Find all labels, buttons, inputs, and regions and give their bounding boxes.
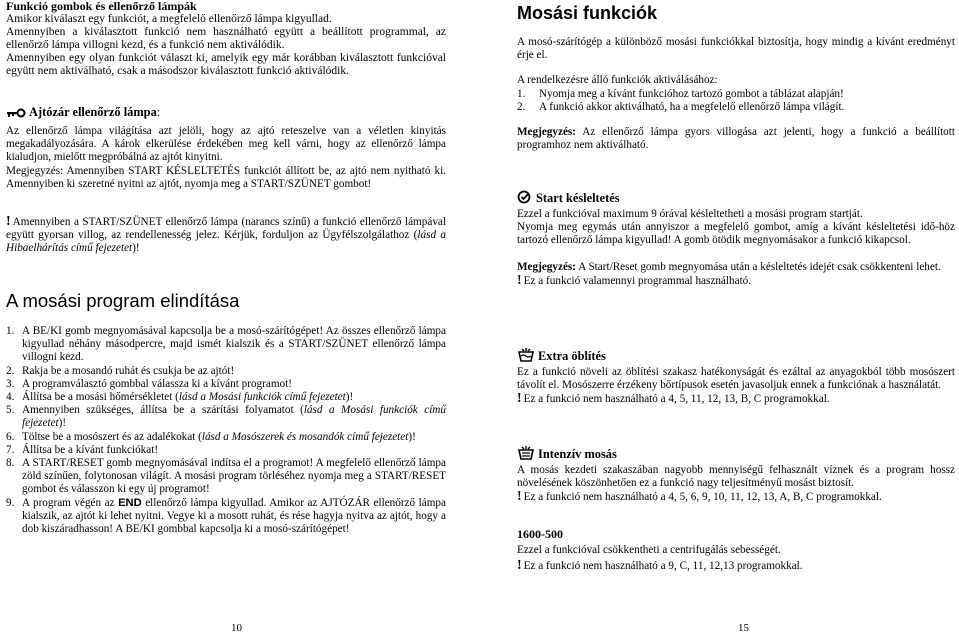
paragraph: Az ellenőrző lámpa világítása azt jelöli, hogy az ajtó reteszelve van a véletlen kinyitás megakadályozására. A károk elkerülése érdekében meg kell várni, hogy az ellenőrző lámpa kialudjon, mielőtt megpróbálná az ajtót kinyitni. <box>6 125 446 164</box>
spin-section <box>517 528 955 573</box>
section-title-start-program: A mosási program elindítása <box>6 290 240 311</box>
section-title-wash-functions: Mosási funkciók <box>517 3 658 23</box>
activation-list <box>517 88 955 114</box>
exclamation-icon: ! <box>517 489 522 505</box>
section-title-functions: Funkció gombok és ellenőrző lámpák <box>6 0 197 13</box>
list-item: 2. Rakja be a mosandó ruhát és csukja be az ajtót! <box>6 364 235 377</box>
list-item: 6. Töltse be a mosószert és az adalékokat (lásd a Mosószerek és mosandók című fejezetet)! <box>6 430 416 443</box>
exclamation-icon: ! <box>517 272 522 288</box>
paragraph: A rendelkezésre álló funkciók aktiválásához: <box>517 74 718 87</box>
list-item: 7. Állítsa be a kívánt funkciókat! <box>6 443 159 456</box>
paragraph: Amennyiben egy olyan funkciót választ ki, amelyik egy már korábban kiválasztott funkcióval együtt nem aktiválható, csak a másodszor kiválasztott funkció aktiválódik. <box>6 52 446 77</box>
list-item: 8. A START/RESET gomb megnyomásával indítsa el a programot! A megfelelő ellenőrző lámpa zöld színűen, folytonosan világít. A mosási program törléséhez nyomja meg a START/RESET gombot és válasszon ki egy új programot! <box>6 457 446 496</box>
paragraph: Ezzel a funkcióval maximum 9 órával késleltetheti a mosási program startját. <box>517 208 863 220</box>
warning-line: ! Ez a funkció valamennyi programmal használható. <box>517 272 752 288</box>
paragraph: Ezzel a funkcióval csökkentheti a centrifugálás sebességét. <box>517 544 781 556</box>
note-paragraph: Megjegyzés: A Start/Reset gomb megnyomása után a késleltetés idejét csak csökkenteni lehet. <box>517 260 941 273</box>
paragraph: Ez a funkció növeli az öblítési szakasz hatékonyságát és ezáltal az anyagokból több mosószert távolít el. Mosószerre érzékeny bőrtípusok esetén javasoljuk ennek a funkciónak a használatát. <box>517 366 955 392</box>
list-item: 1. Nyomja meg a kívánt funkcióhoz tartozó gombot a táblázat alapján! <box>517 87 844 100</box>
clock-check-icon <box>517 190 533 208</box>
list-item: 2. A funkció akkor aktiválható, ha a megfelelő ellenőrző lámpa világít. <box>517 100 845 113</box>
exclamation-icon: ! <box>517 558 522 574</box>
start-delay-title: Start késleltetés <box>536 191 620 205</box>
list-item: 5. Amennyiben szükséges, állítsa be a szárítási folyamatot (lásd a Mosási funkciók című fejezetet)! <box>6 404 446 430</box>
wash-functions-section <box>517 2 955 152</box>
list-item: 4. Állítsa be a mosási hőmérsékletet (lásd a Mosási funkciók című fejezetet)! <box>6 391 354 404</box>
page-number-right: 15 <box>738 622 749 634</box>
paragraph: Amennyiben a kiválasztott funkció nem használható együtt a beállított programmal, az ellenőrző lámpa villogni kezd, és a funkció nem aktiválódik. <box>6 26 446 51</box>
spin-title: 1600-500 <box>517 527 563 541</box>
paragraph: A mosás kezdeti szakaszában nagyobb mennyiségű felhasznált víznek és a program hossz növelésének köszönhetően ez a funkció nagy teljesítményű mosást biztosít. <box>517 464 955 490</box>
functions-section <box>6 0 446 78</box>
paragraph: Nyomja meg egymás után annyiszor a megfelelő gombot, amíg a kívánt késleltetési idő-höz tartozó ellenőrző lámpa kigyullad! A gomb ötödik megnyomásakor a funkció kikapcsol. <box>517 221 955 247</box>
list-item: 3. A programválasztó gombbal válassza ki a kívánt programot! <box>6 377 292 390</box>
extra-rinse-title: Extra öblítés <box>538 349 606 363</box>
warning-line: ! Ez a funkció nem használható a 9, C, 11, 12,13 programokkal. <box>517 558 803 574</box>
start-program-section <box>6 290 446 536</box>
end-icon: END <box>118 496 142 509</box>
page-number-left: 10 <box>231 622 242 634</box>
warning-block: ! Amennyiben a START/SZÜNET ellenőrző lámpa (narancs színű) a funkció ellenőrző lámpával együtt gyorsan villog, az rendellenesség jelez. Kérjük, forduljon az Ügyfélszolgálathoz (lásd a Hibaelhárítás című fejezetet)! <box>6 214 446 255</box>
exclamation-icon: ! <box>517 391 522 407</box>
intensive-wash-section <box>517 446 955 505</box>
paragraph: Amikor kiválaszt egy funkciót, a megfelelő ellenőrző lámpa kigyullad. <box>6 13 332 25</box>
key-icon <box>6 106 26 122</box>
intensive-wash-icon <box>517 446 535 464</box>
rinse-icon <box>517 348 535 366</box>
note-paragraph: Megjegyzés: Az ellenőrző lámpa gyors villogása azt jelenti, hogy a funkció a beállított programhoz nem aktiválható. <box>517 126 955 152</box>
list-item: 1. A BE/KI gomb megnyomásával kapcsolja be a mosó-szárítógépet! Az összes ellenőrző lámpa kigyullad néhány másodpercre, majd ismét kialszik és a START/SZÜNET ellenőrző lámpa villogni kezd. <box>6 325 446 364</box>
steps-list <box>6 325 446 536</box>
warning-line: ! Ez a funkció nem használható a 4, 5, 11, 12, 13, B, C programokkal. <box>517 391 830 407</box>
start-delay-section <box>517 190 955 288</box>
intensive-wash-title: Intenzív mosás <box>538 447 617 461</box>
paragraph: A mosó-szárítógép a különböző mosási funkciókkal biztosítja, hogy mindig a kívánt eredményt érje el. <box>517 36 955 62</box>
exclamation-icon: ! <box>6 214 11 229</box>
door-lock-section: Ajtózár ellenőrző lámpa: Az ellenőrző lámpa világítása azt jelöli, hogy az ajtó reteszelve van a véletlen kinyitás megakadályozására. A károk elkerülése érdekében meg kell várni, hogy az ellenőrző lámpa kialudjon, mielőtt megpróbálná az ajtót kinyitni. Megjegyzés: Amennyiben START KÉSLELTETÉS funkciót állított be, az ajtó nem nyitható ki. Amennyiben ki szeretné nyitni az ajtót, nyomja meg a START/SZÜNET gombot! <box>6 105 446 190</box>
warning-line: ! Ez a funkció nem használható a 4, 5, 6, 9, 10, 11, 12, 13, A, B, C programokkal. <box>517 489 882 505</box>
extra-rinse-section <box>517 348 955 407</box>
note-paragraph: Megjegyzés: Amennyiben START KÉSLELTETÉS funkciót állított be, az ajtó nem nyitható ki. Amennyiben ki szeretné nyitni az ajtót, nyomja meg a START/SZÜNET gombot! <box>6 164 446 190</box>
door-lock-title: Ajtózár ellenőrző lámpa <box>29 105 157 119</box>
list-item: 9. A program végén az END ellenőrző lámpa kigyullad. Amikor az AJTÓZÁR ellenőrző lámpa kialszik, az ajtót ki lehet nyitni. Vegye ki a mosott ruhát, és rése hagyja nyitva az ajtót, hogy a dob kiszáradhasson! A BE/KI gombbal kapcsolja ki a mosó-szárítógépet! <box>6 496 446 536</box>
